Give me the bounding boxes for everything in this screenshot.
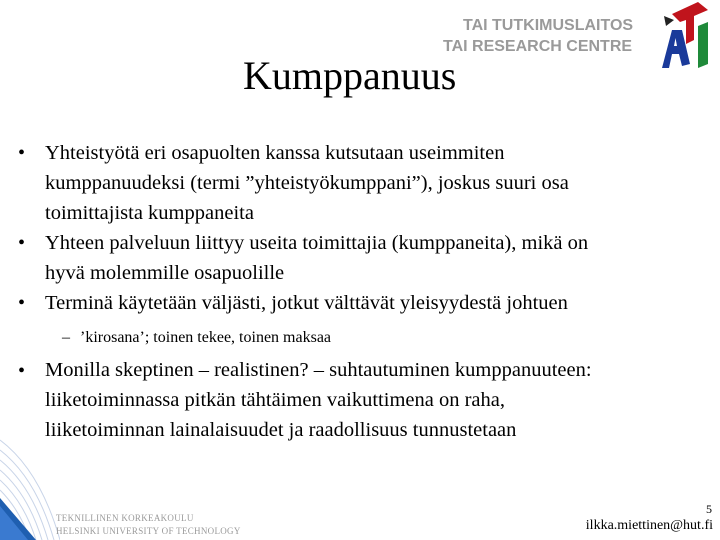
bullet-line: liiketoiminnan lainalaisuudet ja raadollisuus tunnustetaan (45, 419, 517, 441)
bullet-line: Yhteen palveluun liittyy useita toimittajia (kumppaneita), mikä on (45, 232, 589, 254)
bullet-marker: • (18, 232, 26, 254)
sub-bullet-marker: – (62, 329, 70, 346)
org-name-fi: TAI TUTKIMUSLAITOS (463, 17, 634, 34)
sub-bullet-text: ’kirosana’; toinen tekee, toinen maksaa (80, 329, 332, 346)
bullet-line: kumppanuudeksi (termi ”yhteistyökumppani”), joskus suuri osa (45, 172, 569, 194)
slide-title: Kumppanuus (243, 53, 457, 98)
tai-logo-icon (650, 0, 720, 72)
bullet-text (45, 355, 705, 445)
bullet-marker: • (18, 292, 26, 314)
decorative-arcs-icon (0, 380, 60, 540)
bullet-text (45, 228, 705, 288)
bullet-marker: • (18, 142, 26, 164)
bullet-line: hyvä molemmille osapuolille (45, 262, 285, 284)
bullet-line: Terminä käytetään väljästi, jotkut välttävät yleisyydestä johtuen (45, 292, 568, 314)
bullet-line: Yhteistyötä eri osapuolten kanssa kutsutaan useimmiten (45, 142, 505, 164)
author-email: ilkka.miettinen@hut.fi (585, 518, 713, 533)
university-footer (56, 512, 241, 538)
org-name-en: TAI RESEARCH CENTRE (443, 38, 633, 55)
university-name-fi: TEKNILLINEN KORKEAKOULU (56, 513, 194, 523)
bullet-text (45, 288, 705, 318)
page-number: 5 (706, 502, 712, 516)
bullet-marker: • (18, 360, 26, 382)
university-name-en: HELSINKI UNIVERSITY OF TECHNOLOGY (56, 526, 241, 536)
bullet-text (45, 138, 705, 228)
bullet-line: liiketoiminnassa pitkän tähtäimen vaikuttimena on raha, (45, 389, 505, 411)
bullet-line: toimittajista kumppaneita (45, 202, 254, 224)
bullet-line: Monilla skeptinen – realistinen? – suhtautuminen kumppanuuteen: (45, 359, 592, 381)
